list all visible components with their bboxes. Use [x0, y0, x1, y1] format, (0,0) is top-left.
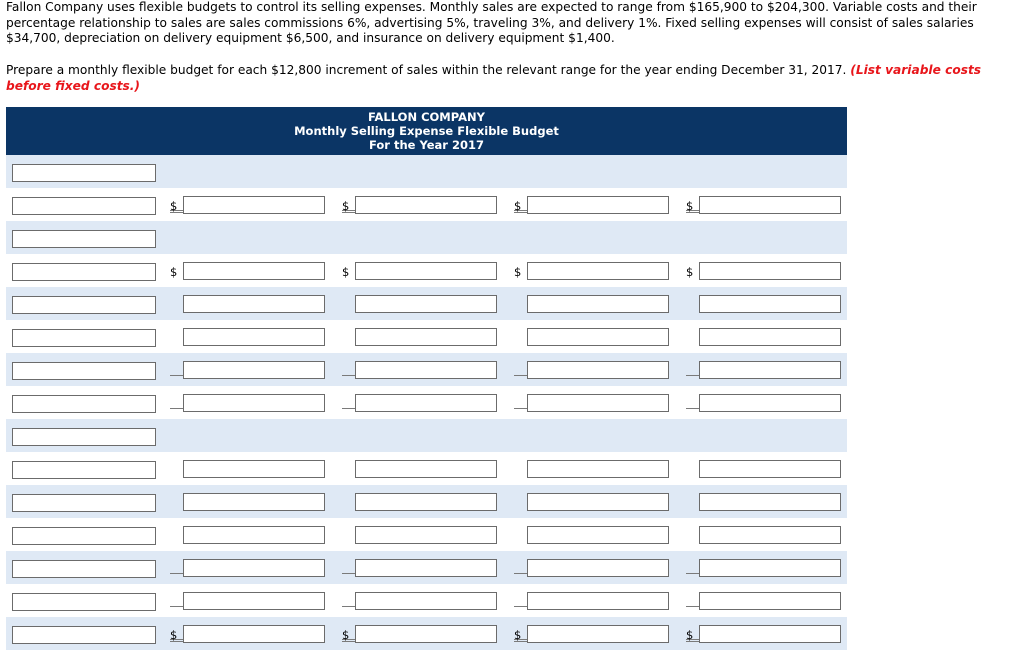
row-label-input[interactable]	[12, 560, 156, 578]
table-row	[6, 518, 847, 551]
amount-input-col-2[interactable]	[355, 196, 497, 214]
instruction-text: Prepare a monthly flexible budget for each $12,800 increment of sales within the relevant range for the year ending December 31, 2017.	[6, 63, 847, 77]
amount-input-col-2[interactable]	[355, 493, 497, 511]
amount-input-col-1[interactable]	[183, 559, 325, 577]
amount-input-col-3[interactable]	[527, 394, 669, 412]
amount-input-col-1[interactable]	[183, 196, 325, 214]
amount-input-col-4[interactable]	[699, 262, 841, 280]
problem-statement: Fallon Company uses flexible budgets to control its selling expenses. Monthly sales are expected to range from $165,900 to $204,300. Variable costs and their percentage relationship to sales are sales commissions 6%, advertising 5%, traveling 3%, and delivery 1%. Fixed selling expenses will consist of sales salaries $34,700, depreciation on delivery equipment $6,500, and insurance on delivery equipment $1,400.	[6, 0, 977, 45]
dollar-sign: $	[170, 265, 178, 279]
table-row	[6, 353, 847, 386]
row-label-input[interactable]	[12, 461, 156, 479]
table-row	[6, 419, 847, 452]
amount-input-col-2[interactable]	[355, 394, 497, 412]
amount-input-col-4[interactable]	[699, 295, 841, 313]
budget-rows	[6, 155, 847, 650]
dollar-sign: $	[342, 199, 350, 213]
amount-input-col-2[interactable]	[355, 559, 497, 577]
row-label-input[interactable]	[12, 164, 156, 182]
table-row	[6, 386, 847, 419]
amount-input-col-1[interactable]	[183, 328, 325, 346]
amount-input-col-1[interactable]	[183, 394, 325, 412]
amount-input-col-3[interactable]	[527, 295, 669, 313]
amount-input-col-2[interactable]	[355, 460, 497, 478]
amount-input-col-2[interactable]	[355, 295, 497, 313]
table-row	[6, 617, 847, 650]
table-row	[6, 485, 847, 518]
table-row	[6, 551, 847, 584]
amount-input-col-4[interactable]	[699, 394, 841, 412]
row-label-input[interactable]	[12, 230, 156, 248]
amount-input-col-4[interactable]	[699, 559, 841, 577]
budget-period: For the Year 2017	[369, 138, 484, 152]
row-label-input[interactable]	[12, 296, 156, 314]
amount-input-col-3[interactable]	[527, 559, 669, 577]
amount-input-col-4[interactable]	[699, 328, 841, 346]
flexible-budget-table	[6, 107, 847, 650]
amount-input-col-4[interactable]	[699, 592, 841, 610]
dollar-sign: $	[170, 199, 178, 213]
amount-input-col-1[interactable]	[183, 460, 325, 478]
amount-input-col-1[interactable]	[183, 493, 325, 511]
instruction-emphasis: (List variable costs before fixed costs.)	[6, 63, 982, 93]
amount-input-col-1[interactable]	[183, 262, 325, 280]
table-row	[6, 188, 847, 221]
dollar-sign: $	[514, 265, 522, 279]
dollar-sign: $	[686, 199, 694, 213]
row-label-input[interactable]	[12, 197, 156, 215]
amount-input-col-3[interactable]	[527, 262, 669, 280]
dollar-sign: $	[342, 265, 350, 279]
amount-input-col-1[interactable]	[183, 592, 325, 610]
amount-input-col-1[interactable]	[183, 295, 325, 313]
row-label-input[interactable]	[12, 494, 156, 512]
amount-input-col-3[interactable]	[527, 526, 669, 544]
row-label-input[interactable]	[12, 428, 156, 446]
table-row	[6, 221, 847, 254]
table-header	[6, 107, 847, 155]
amount-input-col-3[interactable]	[527, 592, 669, 610]
amount-input-col-1[interactable]	[183, 625, 325, 643]
amount-input-col-4[interactable]	[699, 526, 841, 544]
table-row	[6, 254, 847, 287]
amount-input-col-3[interactable]	[527, 361, 669, 379]
amount-input-col-2[interactable]	[355, 526, 497, 544]
table-row	[6, 584, 847, 617]
dollar-sign: $	[514, 628, 522, 642]
dollar-sign: $	[686, 265, 694, 279]
row-label-input[interactable]	[12, 593, 156, 611]
amount-input-col-3[interactable]	[527, 625, 669, 643]
dollar-sign: $	[686, 628, 694, 642]
amount-input-col-1[interactable]	[183, 526, 325, 544]
amount-input-col-2[interactable]	[355, 592, 497, 610]
row-label-input[interactable]	[12, 329, 156, 347]
amount-input-col-2[interactable]	[355, 262, 497, 280]
amount-input-col-4[interactable]	[699, 460, 841, 478]
table-row	[6, 287, 847, 320]
table-row	[6, 155, 847, 188]
row-label-input[interactable]	[12, 362, 156, 380]
dollar-sign: $	[170, 628, 178, 642]
amount-input-col-2[interactable]	[355, 625, 497, 643]
row-label-input[interactable]	[12, 263, 156, 281]
amount-input-col-4[interactable]	[699, 361, 841, 379]
amount-input-col-3[interactable]	[527, 493, 669, 511]
amount-input-col-4[interactable]	[699, 625, 841, 643]
instructions	[6, 63, 1028, 94]
amount-input-col-1[interactable]	[183, 361, 325, 379]
amount-input-col-4[interactable]	[699, 196, 841, 214]
dollar-sign: $	[342, 628, 350, 642]
dollar-sign: $	[514, 199, 522, 213]
row-label-input[interactable]	[12, 395, 156, 413]
amount-input-col-3[interactable]	[527, 328, 669, 346]
company-name: FALLON COMPANY	[368, 110, 485, 124]
budget-title: Monthly Selling Expense Flexible Budget	[294, 124, 559, 138]
row-label-input[interactable]	[12, 527, 156, 545]
table-row	[6, 452, 847, 485]
amount-input-col-2[interactable]	[355, 328, 497, 346]
amount-input-col-3[interactable]	[527, 196, 669, 214]
amount-input-col-2[interactable]	[355, 361, 497, 379]
row-label-input[interactable]	[12, 626, 156, 644]
amount-input-col-3[interactable]	[527, 460, 669, 478]
table-row	[6, 320, 847, 353]
amount-input-col-4[interactable]	[699, 493, 841, 511]
